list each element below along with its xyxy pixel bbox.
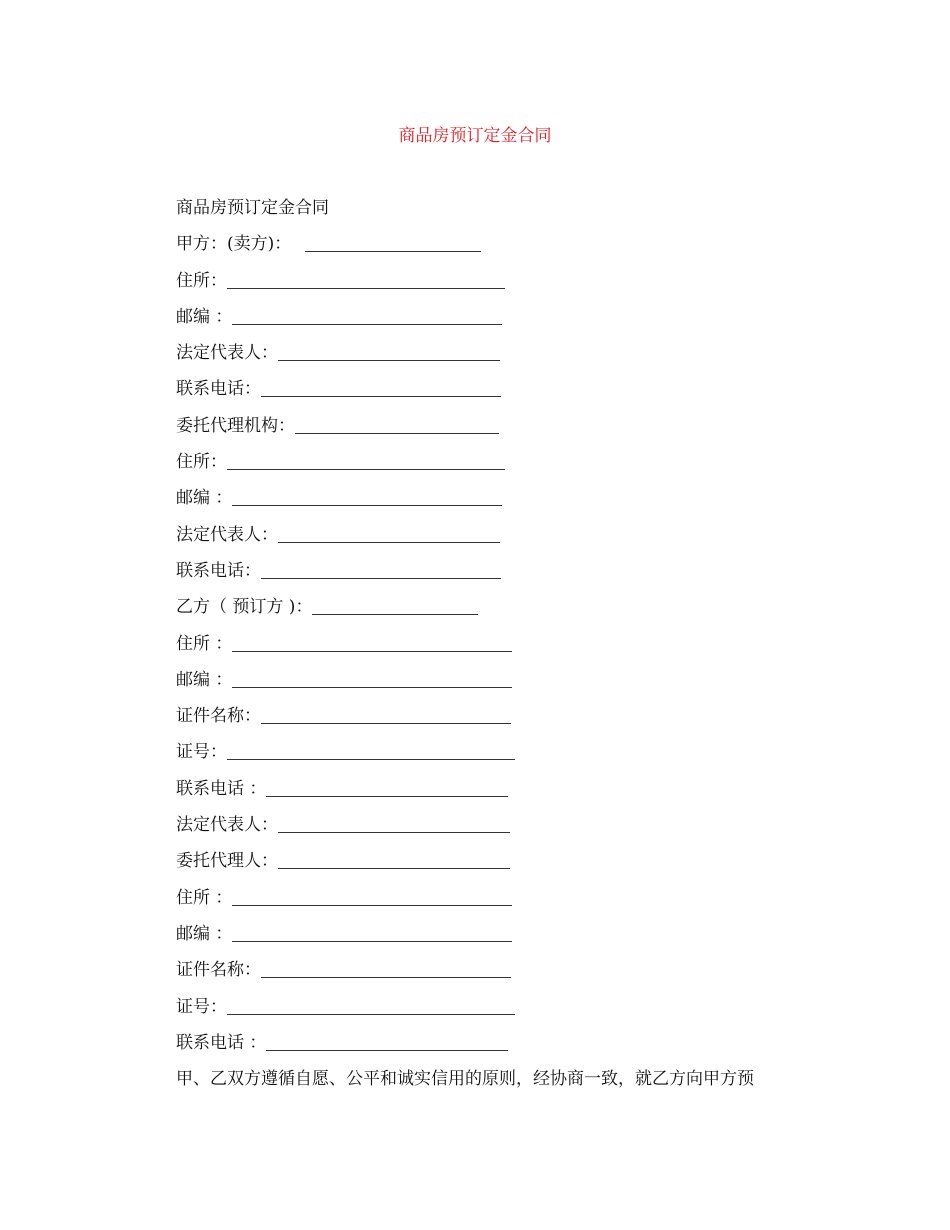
- form-field-row: [176, 521, 836, 557]
- form-field-row: [176, 230, 836, 266]
- fill-in-blank[interactable]: [312, 594, 478, 615]
- fill-in-blank[interactable]: [227, 994, 515, 1015]
- form-field-row: [176, 738, 836, 774]
- form-field-row: [176, 303, 836, 339]
- field-label: 法定代表人：: [176, 815, 278, 836]
- field-label: 联系电话 ：: [176, 778, 267, 799]
- fill-in-blank[interactable]: [278, 848, 510, 869]
- field-label: 乙方（ 预订方 )：: [176, 597, 313, 618]
- field-label: 联系电话：: [176, 379, 261, 400]
- field-label: 证号：: [176, 742, 227, 763]
- form-field-row: [176, 811, 836, 847]
- field-label: 联系电话 ：: [176, 1032, 267, 1053]
- form-field-row: [176, 339, 836, 375]
- form-field-row: [176, 448, 836, 484]
- fill-in-blank[interactable]: [261, 558, 501, 579]
- fill-in-blank[interactable]: [227, 268, 505, 289]
- fill-in-blank[interactable]: [261, 376, 501, 397]
- field-label: 法定代表人：: [176, 524, 278, 545]
- form-field-row: [176, 1029, 836, 1065]
- form-field-row: [176, 920, 836, 956]
- form-field-row: [176, 267, 836, 303]
- form-field-row: [176, 484, 836, 520]
- fill-in-blank[interactable]: [232, 631, 512, 652]
- fill-in-blank[interactable]: [261, 957, 511, 978]
- form-field-row: [176, 702, 836, 738]
- field-label: 邮编 ：: [176, 669, 233, 690]
- field-label: 邮编 ：: [176, 306, 233, 327]
- form-field-row: [176, 557, 836, 593]
- fill-in-blank[interactable]: [278, 340, 500, 361]
- fill-in-blank[interactable]: [278, 812, 510, 833]
- document-body: [176, 194, 836, 1101]
- field-label: 证件名称：: [176, 706, 261, 727]
- field-label: 证号：: [176, 996, 227, 1017]
- form-field-row: [176, 956, 836, 992]
- document-subtitle: 商品房预订定金合同: [176, 198, 329, 218]
- field-label: 邮编 ：: [176, 923, 233, 944]
- field-label: 住所：: [176, 270, 227, 291]
- field-label: 委托代理人：: [176, 851, 278, 872]
- field-label: 住所：: [176, 452, 227, 473]
- form-field-row: [176, 884, 836, 920]
- field-label: 住所 ：: [176, 887, 233, 908]
- fill-in-blank[interactable]: [278, 522, 500, 543]
- form-field-row: [176, 775, 836, 811]
- form-field-row: [176, 375, 836, 411]
- fill-in-blank[interactable]: [232, 667, 512, 688]
- field-label: 证件名称：: [176, 960, 261, 981]
- fill-in-blank[interactable]: [261, 703, 511, 724]
- fill-in-blank[interactable]: [266, 776, 508, 797]
- field-label: 住所 ：: [176, 633, 233, 654]
- form-field-row: [176, 666, 836, 702]
- fill-in-blank[interactable]: [227, 449, 505, 470]
- form-field-row: [176, 630, 836, 666]
- fill-in-blank[interactable]: [232, 304, 502, 325]
- field-label: 委托代理机构：: [176, 415, 295, 436]
- fill-in-blank[interactable]: [232, 921, 512, 942]
- form-field-row: [176, 847, 836, 883]
- fill-in-blank[interactable]: [232, 485, 502, 506]
- form-field-row: [176, 412, 836, 448]
- field-label: 邮编 ：: [176, 488, 233, 509]
- fill-in-blank[interactable]: [295, 413, 499, 434]
- closing-paragraph: 甲、乙双方遵循自愿、公平和诚实信用的原则，经协商一致，就乙方向甲方预: [176, 1069, 754, 1090]
- form-field-row: [176, 993, 836, 1029]
- fill-in-blank[interactable]: [305, 231, 481, 252]
- document-title: 商品房预订定金合同: [398, 126, 552, 146]
- form-field-row: [176, 593, 836, 629]
- fill-in-blank[interactable]: [232, 885, 512, 906]
- field-label: 法定代表人：: [176, 343, 278, 364]
- fill-in-blank[interactable]: [266, 1030, 508, 1051]
- field-label: 联系电话：: [176, 560, 261, 581]
- field-label: 甲方：(卖方)：: [176, 234, 292, 255]
- fill-in-blank[interactable]: [227, 739, 515, 760]
- party-fields: [176, 230, 836, 1065]
